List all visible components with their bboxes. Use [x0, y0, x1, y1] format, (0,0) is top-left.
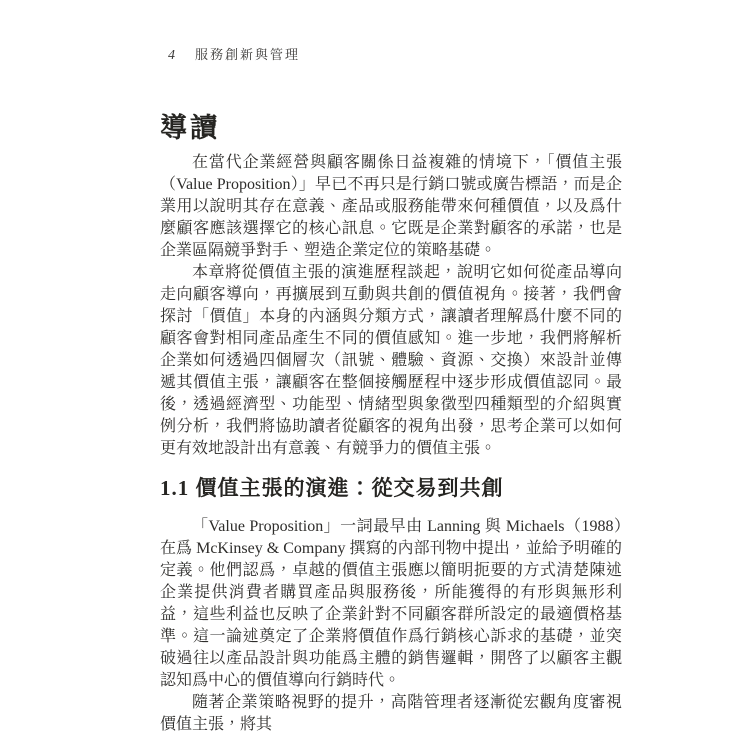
page-number: 4 [168, 48, 175, 63]
chapter-intro-paragraphs [160, 152, 622, 460]
chapter-title: 導讀 [160, 113, 220, 143]
body-paragraph: 在當代企業經營與顧客關係日益複雜的情境下，「價值主張（Value Proposition）」早已不再只是行銷口號或廣告標語，而是企業用以說明其存在意義、產品或服務能帶來何種價值，以及爲什麼顧客應該選擇它的核心訊息。它既是企業對顧客的承諾，也是企業區隔競爭對手、塑造企業定位的策略基礎。 [160, 154, 622, 259]
section-heading: 1.1 價值主張的演進：從交易到共創 [160, 476, 504, 500]
body-paragraph: 本章將從價值主張的演進歷程談起，說明它如何從產品導向走向顧客導向，再擴展到互動與共創的價值視角。接著，我們會探討「價值」本身的內涵與分類方式，讓讀者理解爲什麼不同的顧客會對相同產品產生不同的價值感知。進一步地，我們將解析企業如何透過四個層次（訊號、體驗、資源、交換）來設計並傳遞其價值主張，讓顧客在整個接觸歷程中逐步形成價值認同。最後，透過經濟型、功能型、情緒型與象徵型四種類型的介紹與實例分析，我們將協助讀者從顧客的視角出發，思考企業可以如何更有效地設計出有意義、有競爭力的價值主張。 [160, 264, 622, 457]
body-paragraph: 「Value Proposition」一詞最早由 Lanning 與 Michaels（1988）在爲 McKinsey & Company 撰寫的內部刊物中提出，並給予明確的定義。他們認爲，卓越的價值主張應以簡明扼要的方式清楚陳述企業提供消費者購買產品與服務後，所能獲得的有形與無形利益，這些利益也反映了企業針對不同顧客群所設定的最適價格基準。這一論述奠定了企業將價值作爲行銷核心訴求的基礎，並突破過往以產品設計與功能爲主體的銷售邏輯，開啓了以顧客主觀認知爲中心的價值導向行銷時代。 [160, 518, 622, 689]
book-title: 服務創新與管理 [195, 47, 301, 62]
running-header [168, 44, 300, 64]
section-body-paragraphs [160, 516, 622, 736]
body-paragraph: 隨著企業策略視野的提升，高階管理者逐漸從宏觀角度審視價值主張，將其 [160, 694, 622, 733]
